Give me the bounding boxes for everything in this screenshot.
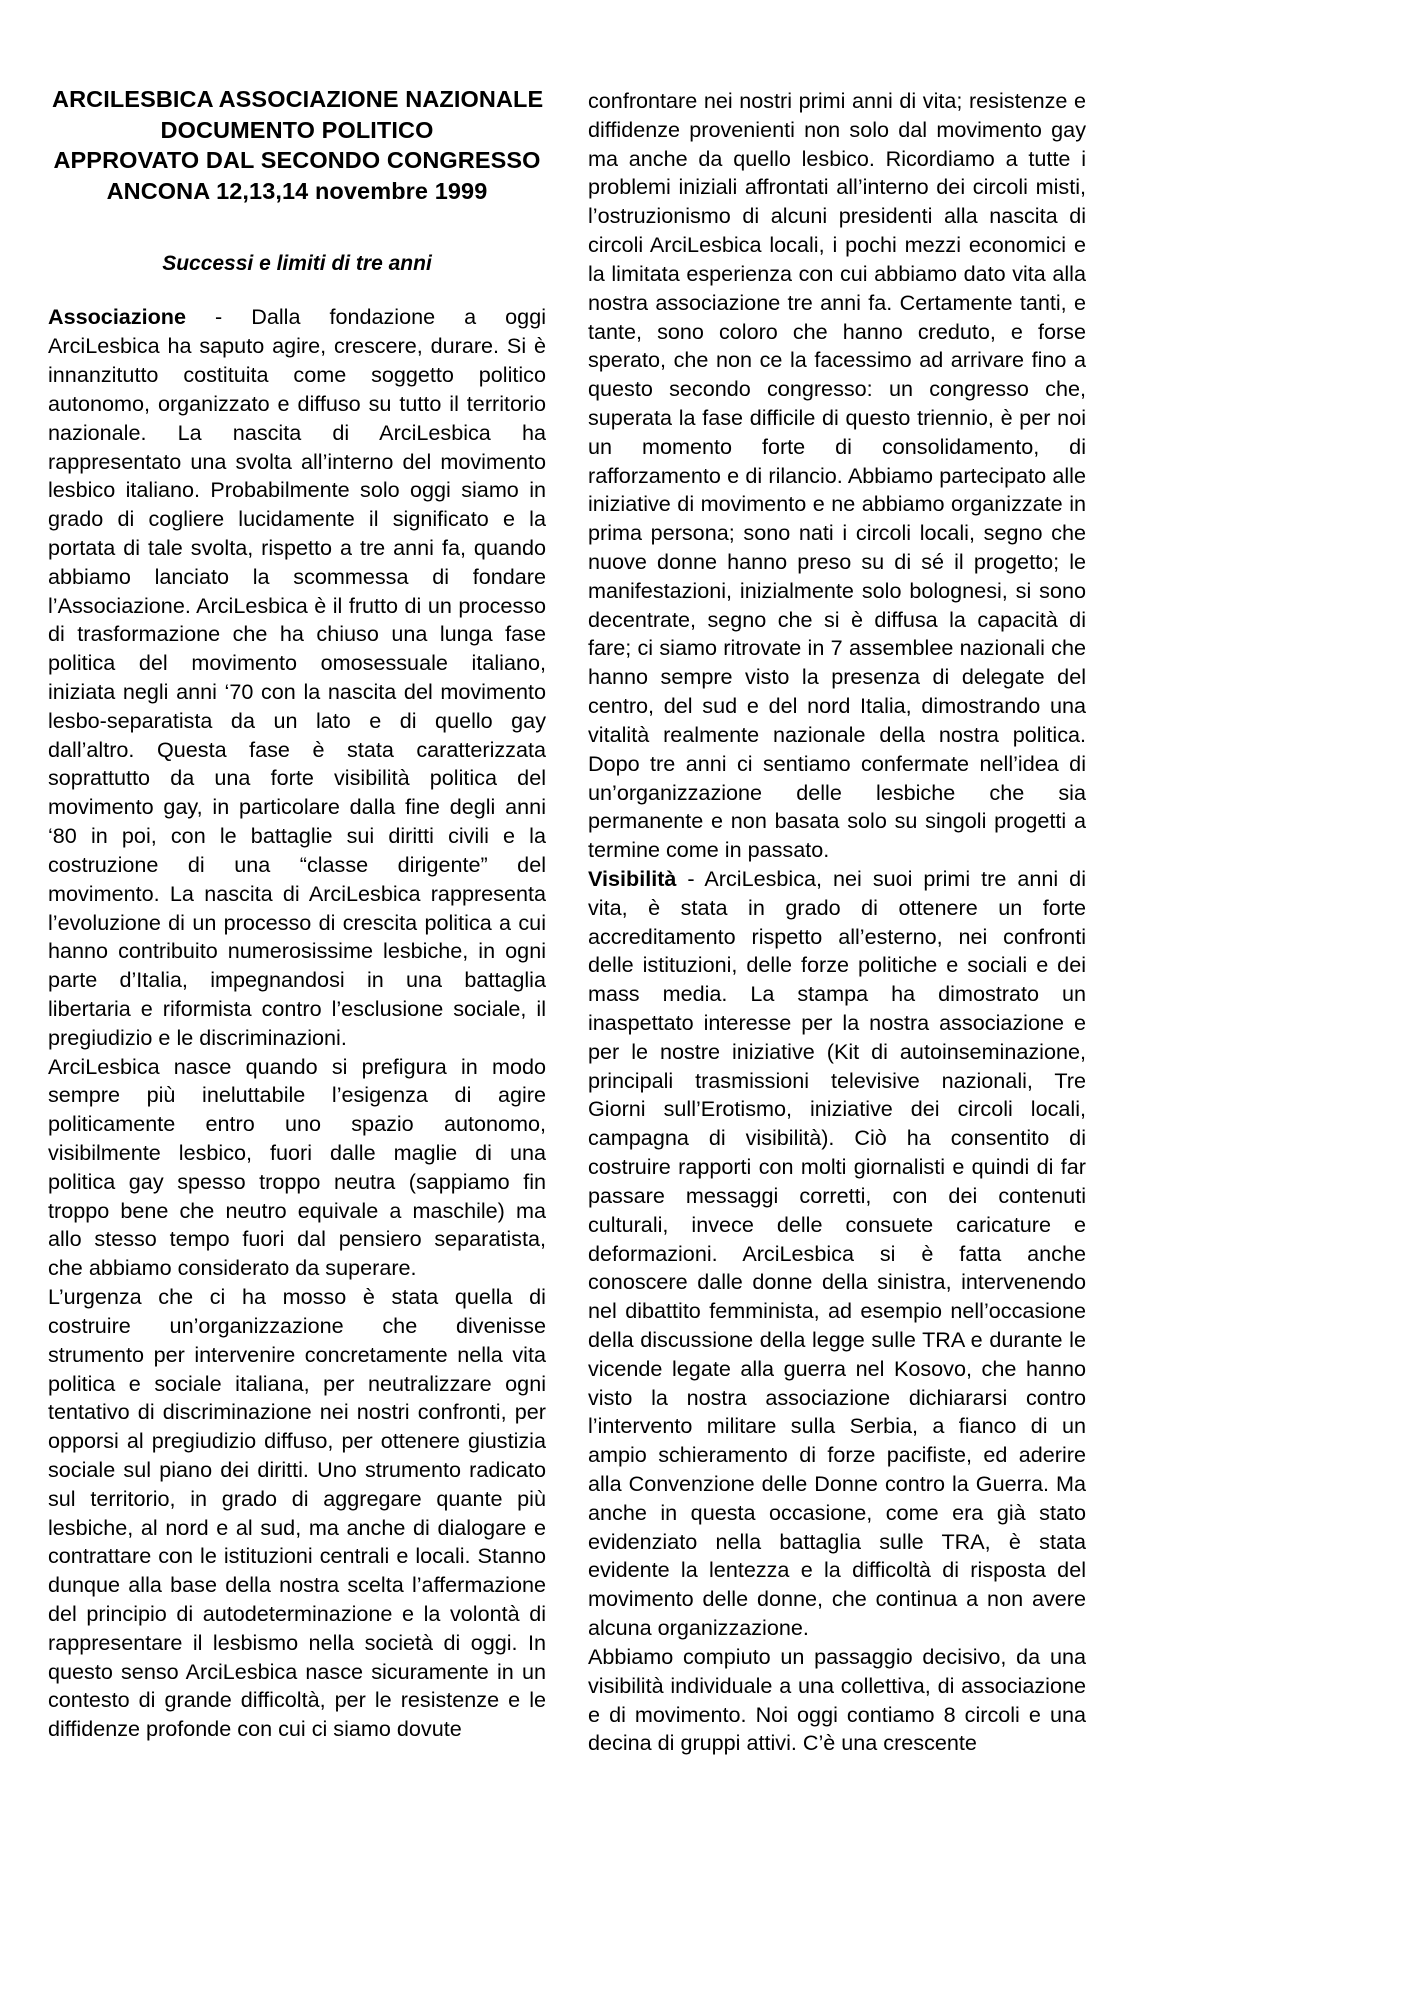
section-subtitle: Successi e limiti di tre anni: [162, 252, 432, 276]
two-column-layout: [48, 84, 1352, 1960]
paragraph-passaggio-decisivo: [588, 1643, 1086, 1758]
paragraph-text: ArciLesbica, nei suoi primi tre anni di vita, è stata in grado di ottenere un forte accreditamento rispetto all’esterno, nei confronti delle istituzioni, delle forze politiche e sociali e dei mass media. La stampa ha dimostrato un inaspettato interesse per la nostra associazione e per le nostre iniziative (Kit di autoinseminazione, principali trasmissioni televisive nazionali, Tre Giorni sull’Erotismo, iniziative dei circoli locali, campagna di visibilità). Ciò ha consentito di costruire rapporti con molti giornalisti e quindi di far passare messaggi corretti, con dei contenuti culturali, invece delle consuete caricature e deformazioni. ArciLesbica si è fatta anche conoscere dalle donne della sinistra, intervenendo nel dibattito femminista, ad esempio nell’occasione della discussione della legge sulle TRA e durante le vicende legate alla guerra nel Kosovo, che hanno visto la nostra associazione dichiararsi contro l’intervento militare sulla Serbia, a fianco di un ampio schieramento di forze pacifiste, ed aderire alla Convenzione delle Donne contro la Guerra. Ma anche in questa occasione, come era già stato evidenziato nella battaglia sulle TRA, è stata evidente la lentezza e la difficoltà di risposta del movimento delle donne, che continua a non avere alcuna organizzazione.: [588, 865, 1086, 1641]
title-line-1: ARCILESBICA ASSOCIAZIONE NAZIONALE: [52, 86, 544, 112]
paragraph-confrontare: [588, 87, 1086, 865]
left-column: [48, 84, 546, 1744]
paragraph-arcilesbica-nasce: [48, 1053, 546, 1284]
paragraph-lead-visibilita: Visibilità: [588, 865, 677, 891]
paragraph-text: confrontare nei nostri primi anni di vita; resistenze e diffidenze provenienti non solo dal movimento gay ma anche da quello lesbico. Ricordiamo a tutte i problemi iniziali affrontati all’interno dei circoli misti, l’ostruzionismo di alcuni presidenti alla nascita di circoli ArciLesbica locali, i pochi mezzi economici e la limitata esperienza con cui abbiamo dato vita alla nostra associazione tre anni fa. Certamente tanti, e tante, sono coloro che hanno creduto, e forse sperato, che non ce la facessimo ad arrivare fino a questo secondo congresso: un congresso che, superata la fase difficile di questo triennio, è per noi un momento forte di consolidamento, di rafforzamento e di rilancio. Abbiamo partecipato alle iniziative di movimento e ne abbiamo organizzate in prima persona; sono nati i circoli locali, segno che nuove donne hanno preso su di sé il progetto; le manifestazioni, inizialmente solo bolognesi, si sono decentrate, segno che si è diffusa la capacità di fare; ci siamo ritrovate in 7 assemblee nazionali che hanno sempre visto la presenza di delegate del centro, del sud e del nord Italia, dimostrando una vitalità realmente nazionale della nostra politica. Dopo tre anni ci sentiamo confermate nell’idea di un’organizzazione delle lesbiche che sia permanente e non basata solo su singoli progetti a termine come in passato.: [588, 88, 1086, 863]
paragraph-lead-separator: -: [186, 304, 252, 330]
title-line-4: ANCONA 12,13,14 novembre 1999: [106, 177, 488, 204]
page-title: [48, 84, 546, 206]
paragraph-text: L’urgenza che ci ha mosso è stata quella di costruire un’organizzazione che divenisse strumento per intervenire concretamente nella vita politica e sociale italiana, per neutralizzare ogni tentativo di discriminazione nei nostri confronti, per opporsi al pregiudizio diffuso, per ottenere giustizia sociale sul piano dei diritti. Uno strumento radicato sul territorio, in grado di aggregare quante più lesbiche, al nord e al sud, ma anche di dialogare e contrattare con le istituzioni centrali e locali. Stanno dunque alla base della nostra scelta l’affermazione del principio di autodeterminazione e la volontà di rappresentare il lesbismo nella società di oggi. In questo senso ArciLesbica nasce sicuramente in un contesto di grande difficoltà, per le resistenze e le diffidenze profonde con cui ci siamo dovute: [48, 1284, 546, 1742]
right-column: [588, 84, 1086, 1758]
paragraph-text: Dalla fondazione a oggi ArciLesbica ha saputo agire, crescere, durare. Si è innanzitutto costituita come soggetto politico autonomo, organizzato e diffuso su tutto il territorio nazionale. La nascita di ArciLesbica ha rappresentato una svolta all’interno del movimento lesbico italiano. Probabilmente solo oggi siamo in grado di cogliere lucidamente il significato e la portata di tale svolta, rispetto a tre anni fa, quando abbiamo lanciato la scommessa di fondare l’Associazione. ArciLesbica è il frutto di un processo di trasformazione che ha chiuso una lunga fase politica del movimento omosessuale italiano, iniziata negli anni ‘70 con la nascita del movimento lesbo-separatista da un lato e di quello gay dall’altro. Questa fase è stata caratterizzata soprattutto da una forte visibilità politica del movimento gay, in particolare dalla fine degli anni ‘80 in poi, con le battaglie sui diritti civili e la costruzione di una “classe dirigente” del movimento. La nascita di ArciLesbica rappresenta l’evoluzione di un processo di crescita politica a cui hanno contribuito numerosissime lesbiche, in ogni parte d’Italia, impegnandosi in una battaglia libertaria e riformista contro l’esclusione sociale, il pregiudizio e le discriminazioni.: [48, 304, 546, 1050]
title-line-2: DOCUMENTO POLITICO: [160, 116, 434, 143]
paragraph-lead-separator: -: [676, 865, 705, 891]
paragraph-associazione: [48, 303, 546, 1052]
paragraph-urgenza: [48, 1283, 546, 1744]
paragraph-text: Abbiamo compiuto un passaggio decisivo, da una visibilità individuale a una collettiva, di associazione e di movimento. Noi oggi contiamo 8 circoli e una decina di gruppi attivi. C’è una crescente: [588, 1643, 1086, 1756]
paragraph-lead-associazione: Associazione: [48, 304, 187, 330]
paragraph-visibilita: [588, 865, 1086, 1643]
paragraph-text: ArciLesbica nasce quando si prefigura in modo sempre più ineluttabile l’esigenza di agire politicamente entro uno spazio autonomo, visibilmente lesbico, fuori dalle maglie di una politica gay spesso troppo neutra (sappiamo fin troppo bene che neutro equivale a maschile) ma allo stesso tempo fuori dal pensiero separatista, che abbiamo considerato da superare.: [48, 1053, 546, 1281]
title-line-3: APPROVATO DAL SECONDO CONGRESSO: [53, 147, 541, 174]
